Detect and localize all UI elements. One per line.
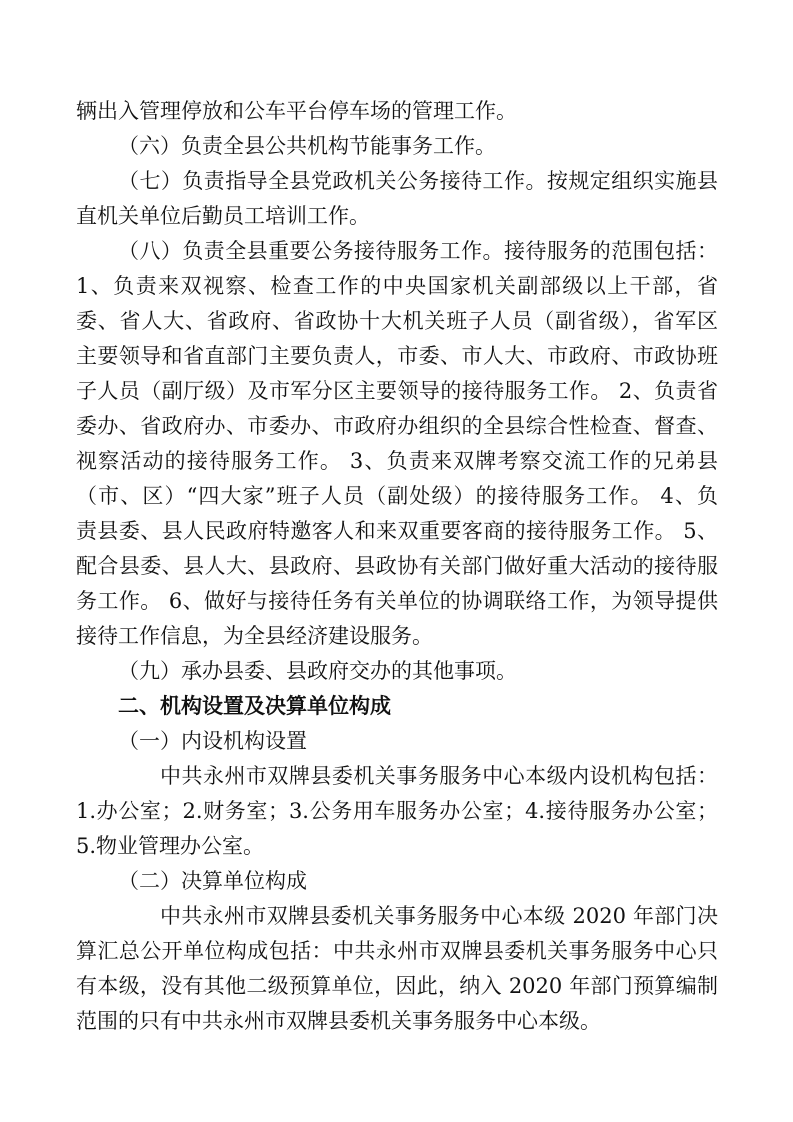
subsection-heading: （一）内设机构设置 [118, 729, 307, 753]
text-line: 有本级，没有其他二级预算单位，因此，纳入 2020 年部门预算编制 [76, 974, 718, 998]
text-line: 视察活动的接待服务工作。 3、负责来双牌考察交流工作的兄弟县 [76, 449, 718, 473]
text-line: 中共永州市双牌县委机关事务服务中心本级内设机构包括： [160, 764, 718, 788]
text-line: 1.办公室；2.财务室；3.公务用车服务办公室；4.接待服务办公室； [76, 799, 718, 823]
text-line: 范围的只有中共永州市双牌县委机关事务服务中心本级。 [76, 1009, 601, 1033]
text-line: 委办、省政府办、市委办、市政府办组织的全县综合性检查、督查、 [76, 414, 718, 438]
text-line: 责县委、县人民政府特邀客人和来双重要客商的接待服务工作。 5、 [76, 519, 718, 543]
text-line: 主要领导和省直部门主要负责人，市委、市人大、市政府、市政协班 [76, 344, 718, 368]
text-line: 接待工作信息，为全县经济建设服务。 [76, 624, 433, 648]
text-line: （七）负责指导全县党政机关公务接待工作。按规定组织实施县 [118, 169, 718, 193]
text-line: 算汇总公开单位构成包括：中共永州市双牌县委机关事务服务中心只 [76, 939, 718, 963]
text-line: 1、负责来双视察、检查工作的中央国家机关副部级以上干部，省 [76, 274, 718, 298]
text-line: 辆出入管理停放和公车平台停车场的管理工作。 [76, 99, 517, 123]
section-heading: 二、机构设置及决算单位构成 [118, 694, 391, 718]
text-line: （九）承办县委、县政府交办的其他事项。 [118, 659, 517, 683]
text-line: （六）负责全县公共机构节能事务工作。 [118, 134, 496, 158]
text-line: 中共永州市双牌县委机关事务服务中心本级 2020 年部门决 [160, 904, 718, 928]
text-line: 5.物业管理办公室。 [76, 834, 265, 858]
subsection-heading: （二）决算单位构成 [118, 869, 307, 893]
text-line: （八）负责全县重要公务接待服务工作。接待服务的范围包括： [118, 239, 718, 263]
text-line: 配合县委、县人大、县政府、县政协有关部门做好重大活动的接待服 [76, 554, 718, 578]
text-line: （市、区）“四大家”班子人员（副处级）的接待服务工作。 4、负 [76, 484, 718, 508]
text-line: 直机关单位后勤员工培训工作。 [76, 204, 370, 228]
text-line: 委、省人大、省政府、省政协十大机关班子人员（副省级），省军区 [76, 309, 718, 333]
text-line: 子人员（副厅级）及市军分区主要领导的接待服务工作。 2、负责省 [76, 379, 718, 403]
text-line: 务工作。 6、做好与接待任务有关单位的协调联络工作，为领导提供 [76, 589, 718, 613]
